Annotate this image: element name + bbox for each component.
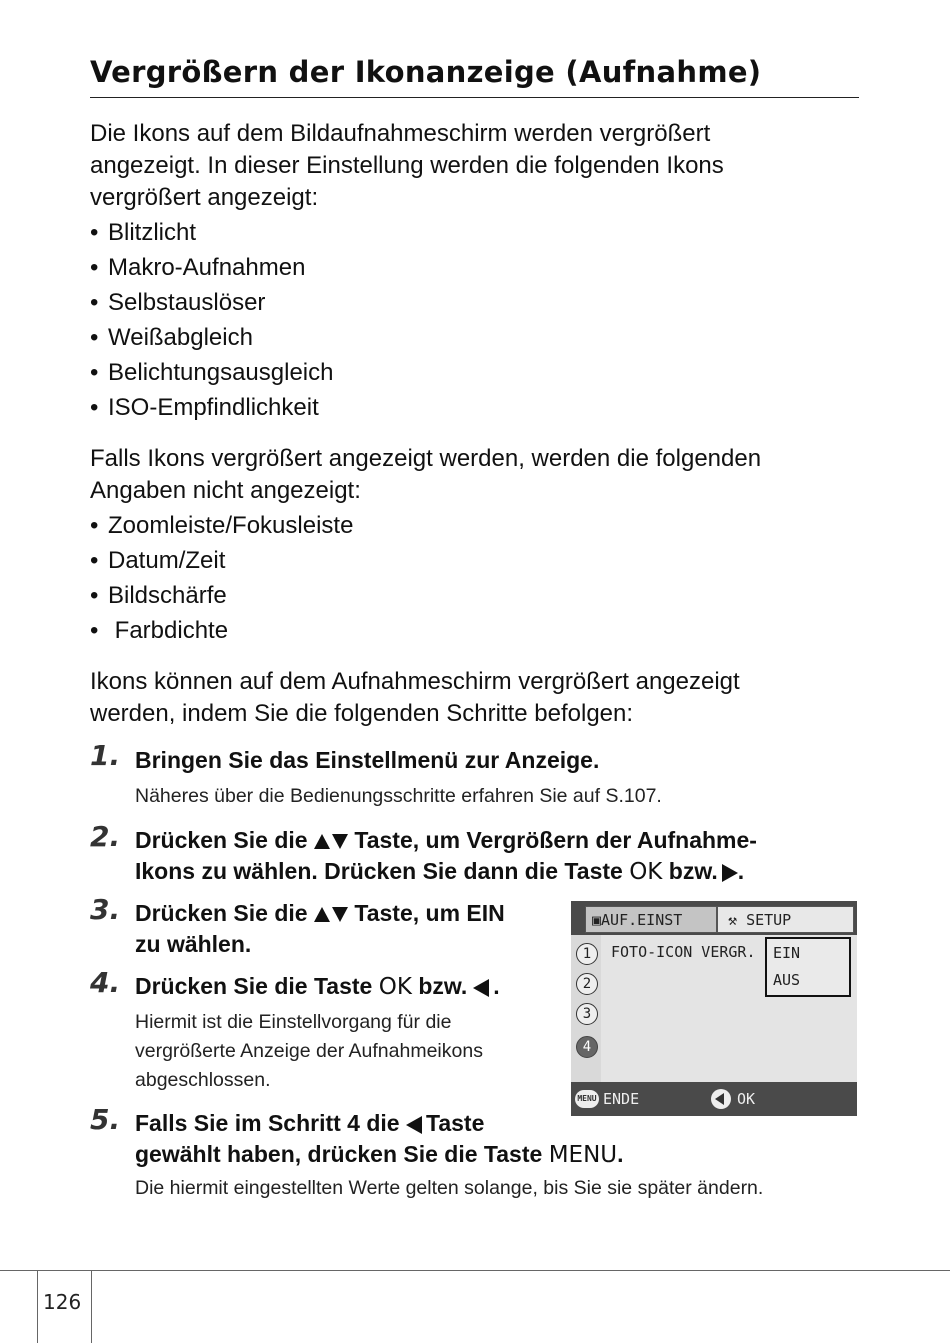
step-number-4: 4.	[90, 966, 121, 999]
step-number-5: 5.	[90, 1103, 121, 1136]
menu-item-icon-enlarge: FOTO-ICON VERGR.	[611, 943, 756, 961]
footer-divider-right	[91, 1270, 92, 1343]
list-item: • ISO-Empfindlichkeit	[90, 394, 319, 421]
list-item: • Weißabgleich	[90, 324, 253, 351]
list-item: • Zoomleiste/Fokusleiste	[90, 512, 354, 539]
page-title: Vergrößern der Ikonanzeige (Aufnahme)	[90, 55, 762, 89]
camera-icon: ▣	[592, 911, 602, 929]
ok-key-label: OK	[378, 974, 412, 1000]
steps-intro-line-1: Ikons können auf dem Aufnahmeschirm vergrößert angezeigt	[90, 668, 740, 695]
left-arrow-icon	[406, 1116, 422, 1134]
step-number-3: 3.	[90, 893, 121, 926]
down-arrow-icon	[332, 907, 348, 922]
ok-key-label: OK	[629, 859, 663, 885]
up-arrow-icon	[314, 834, 330, 849]
intro-paragraph	[90, 118, 850, 214]
step-4-text: Drücken Sie die Taste OK bzw. .	[135, 973, 500, 1000]
title-rule	[90, 97, 859, 98]
menu-key-label: MENU	[548, 1142, 618, 1168]
list-item: • Datum/Zeit	[90, 547, 226, 574]
option-aus: AUS	[773, 971, 801, 989]
enlarged-icons-list	[90, 215, 790, 425]
up-arrow-icon	[314, 907, 330, 922]
hidden-intro-paragraph	[90, 443, 850, 507]
option-popup	[765, 937, 851, 997]
end-label: ENDE	[603, 1090, 640, 1108]
intro-line-1: Die Ikons auf dem Bildaufnahmeschirm werden vergrößert	[90, 120, 711, 147]
left-key-icon	[711, 1089, 731, 1109]
list-item: • Selbstauslöser	[90, 289, 266, 316]
footer-rule	[0, 1270, 950, 1271]
right-arrow-icon	[722, 864, 738, 882]
option-ein: EIN	[773, 944, 801, 962]
list-item: • Farbdichte	[90, 617, 229, 644]
ok-label: OK	[737, 1090, 756, 1108]
intro-line-2: angezeigt. In dieser Einstellung werden die folgenden Ikons	[90, 152, 724, 179]
step-1-note: Näheres über die Bedienungsschritte erfahren Sie auf S.107.	[135, 785, 662, 807]
menu-button-icon: MENU	[575, 1090, 599, 1108]
intro-line-3: vergrößert angezeigt:	[90, 184, 319, 211]
page-indicator-3: 3	[576, 1003, 598, 1025]
step-3-text: Drücken Sie die Taste, um EIN zu wählen.	[135, 900, 505, 957]
step-2-text: Drücken Sie die Taste, um Vergrößern der Aufnahme- Ikons zu wählen. Drücken Sie dann die Taste OK bzw. .	[135, 827, 757, 885]
list-item: • Belichtungsausgleich	[90, 359, 334, 386]
footer-divider-left	[37, 1270, 38, 1343]
wrench-icon: ⚒	[728, 911, 738, 929]
hidden-intro-line-2: Angaben nicht angezeigt:	[90, 477, 361, 504]
page-indicator-1: 1	[576, 943, 598, 965]
camera-screen	[571, 901, 857, 1116]
steps-intro-line-2: werden, indem Sie die folgenden Schritte befolgen:	[90, 700, 634, 727]
down-arrow-icon	[332, 834, 348, 849]
step-5-note: Die hiermit eingestellten Werte gelten solange, bis Sie sie später ändern.	[135, 1177, 764, 1199]
step-number-1: 1.	[90, 739, 121, 772]
step-1-text: Bringen Sie das Einstellmenü zur Anzeige.	[135, 747, 600, 773]
page-indicator-2: 2	[576, 973, 598, 995]
page-indicator-4: 4	[576, 1036, 598, 1058]
tab-setup: ⚒ SETUP	[717, 906, 854, 933]
list-item: • Makro-Aufnahmen	[90, 254, 306, 281]
list-item: • Bildschärfe	[90, 582, 227, 609]
list-item: • Blitzlicht	[90, 219, 197, 246]
screen-page-column	[571, 935, 601, 1082]
step-4-note: Hiermit ist die Einstellvorgang für die vergrößerte Anzeige der Aufnahmeikons abgeschlossen.	[135, 1011, 483, 1091]
hidden-items-list	[90, 508, 790, 648]
page-number: 126	[43, 1290, 82, 1314]
screen-tab-bar	[571, 901, 857, 935]
hidden-intro-line-1: Falls Ikons vergrößert angezeigt werden, werden die folgenden	[90, 445, 762, 472]
left-arrow-icon	[473, 979, 489, 997]
steps-intro-paragraph	[90, 666, 850, 730]
step-5-text: Falls Sie im Schritt 4 die Taste gewählt haben, drücken Sie die Taste MENU.	[135, 1110, 624, 1168]
step-number-2: 2.	[90, 820, 121, 853]
tab-shooting-settings: ▣AUF.EINST	[585, 906, 717, 933]
